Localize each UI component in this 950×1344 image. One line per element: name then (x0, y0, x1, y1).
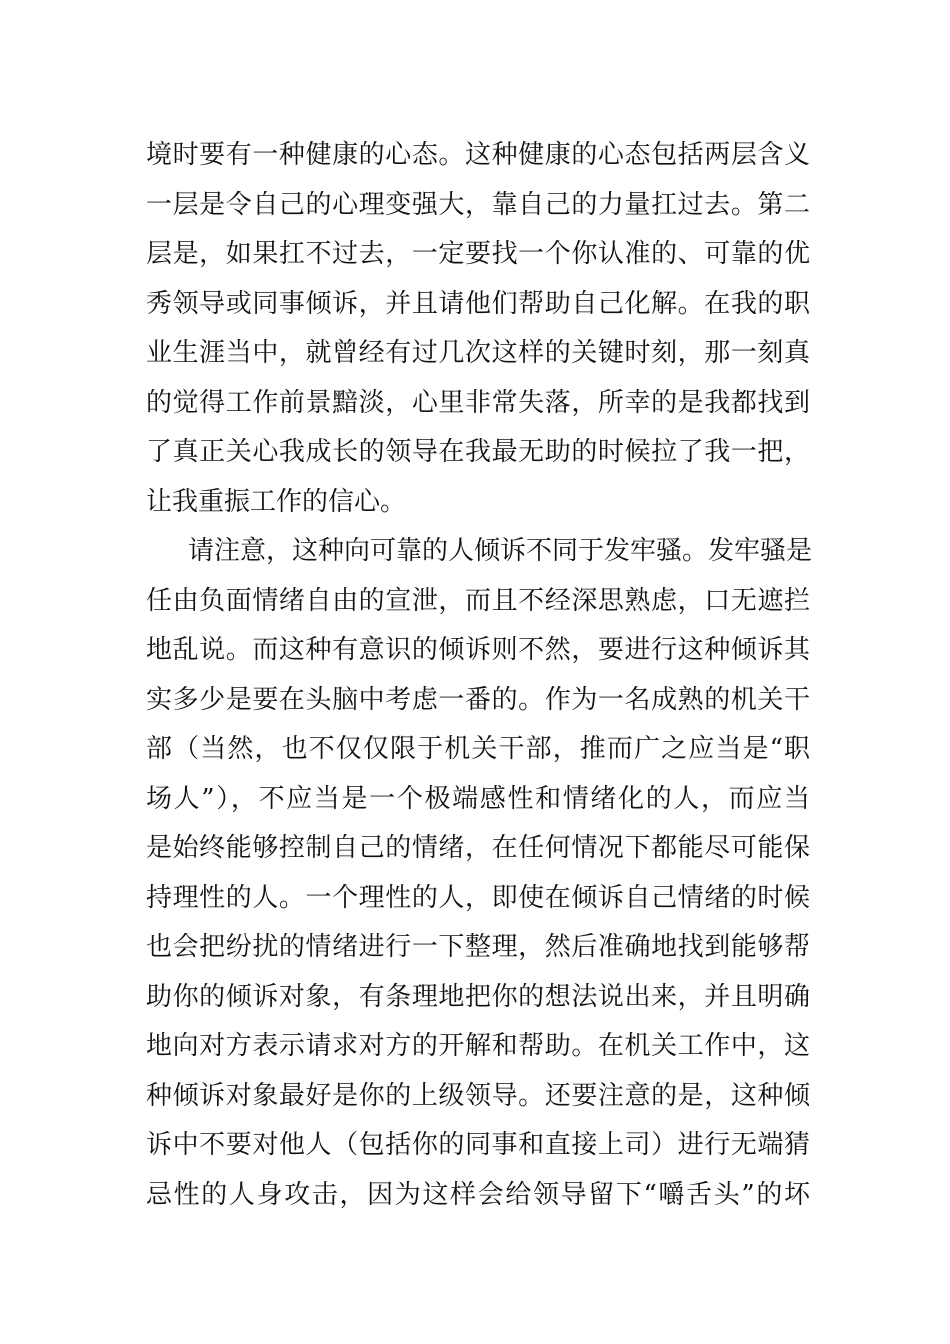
text-line: 助你的倾诉对象，有条理地把你的想法说出来，并且明确 (146, 981, 810, 1012)
text-line: 诉中不要对他人（包括你的同事和直接上司）进行无端猜 (146, 1130, 810, 1160)
text-line: 地向对方表示请求对方的开解和帮助。在机关工作中，这 (146, 1031, 810, 1061)
text-line: 地乱说。而这种有意识的倾诉则不然，要进行这种倾诉其 (146, 635, 810, 665)
text-line: 部（当然，也不仅仅限于机关干部，推而广之应当是“职 (146, 734, 810, 764)
text-line: 一层是令自己的心理变强大，靠自己的力量扛过去。第二 (146, 189, 810, 220)
text-line: 任由负面情绪自由的宣泄，而且不经深思熟虑，口无遮拦 (146, 585, 810, 616)
paragraph-start-line: 请注意，这种向可靠的人倾诉不同于发牢骚。发牢骚是 (188, 536, 813, 566)
text-line: 层是，如果扛不过去，一定要找一个你认准的、可靠的优 (146, 239, 810, 269)
text-line: 持理性的人。一个理性的人，即使在倾诉自己情绪的时候 (146, 882, 810, 913)
text-line: 的觉得工作前景黯淡，心里非常失落，所幸的是我都找到 (146, 387, 810, 418)
body-text (146, 131, 813, 1220)
text-line: 忌性的人身攻击，因为这样会给领导留下“嚼舌头”的坏 (146, 1179, 810, 1210)
text-line: 是始终能够控制自己的情绪，在任何情况下都能尽可能保 (146, 833, 810, 863)
text-line: 场人”），不应当是一个极端感性和情绪化的人，而应当 (146, 783, 810, 814)
text-line: 也会把纷扰的情绪进行一下整理，然后准确地找到能够帮 (146, 932, 810, 962)
paragraph-end-line: 让我重振工作的信心。 (146, 486, 407, 517)
text-line: 秀领导或同事倾诉，并且请他们帮助自己化解。在我的职 (146, 288, 810, 319)
text-line: 实多少是要在头脑中考虑一番的。作为一名成熟的机关干 (146, 684, 810, 715)
text-line: 了真正关心我成长的领导在我最无助的时候拉了我一把， (146, 437, 810, 467)
text-line: 境时要有一种健康的心态。这种健康的心态包括两层含义 (146, 140, 810, 170)
text-line: 种倾诉对象最好是你的上级领导。还要注意的是，这种倾 (146, 1080, 810, 1111)
text-line: 业生涯当中，就曾经有过几次这样的关键时刻，那一刻真 (146, 338, 810, 368)
